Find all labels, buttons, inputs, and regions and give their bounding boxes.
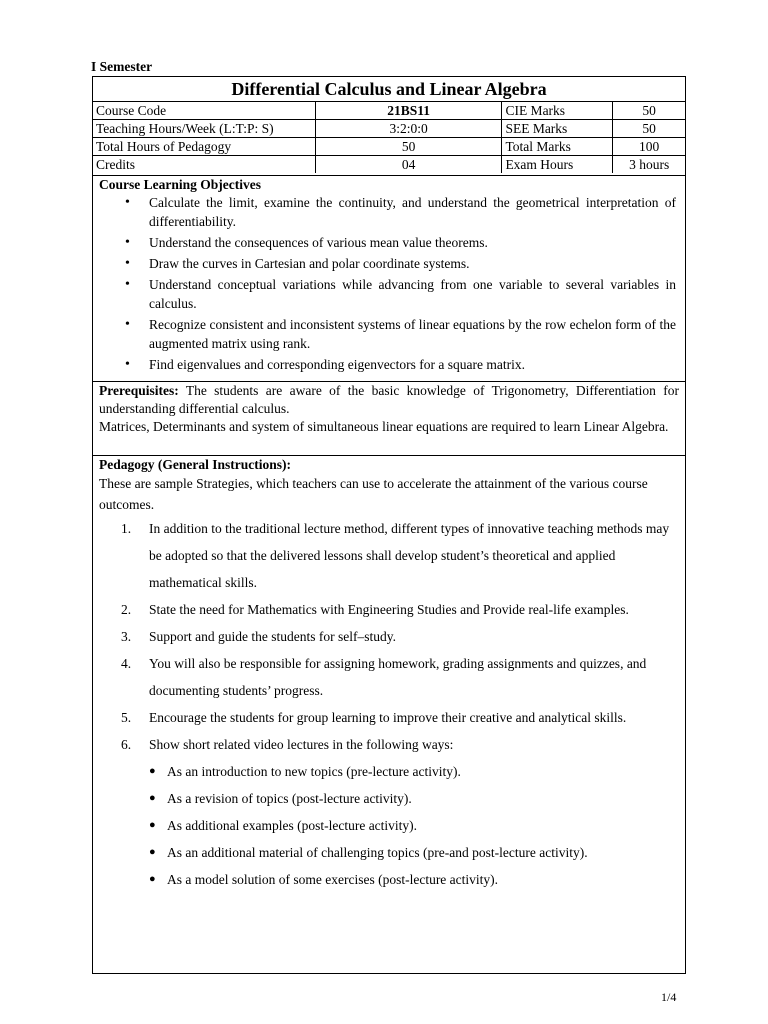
list-item: ● As a revision of topics (post-lecture activity). — [99, 785, 679, 812]
syllabus-box — [92, 76, 686, 974]
list-item: • Find eigenvalues and corresponding eigenvectors for a square matrix. — [99, 355, 679, 374]
list-item — [99, 623, 679, 650]
step-text: Show short related video lectures in the following ways: — [149, 737, 454, 752]
course-info-table — [93, 101, 685, 173]
page-number: 1/4 — [661, 990, 677, 1004]
list-item: • Understand the consequences of various mean value theorems. — [99, 233, 679, 252]
info-label: SEE Marks — [502, 120, 613, 138]
table-row — [93, 138, 685, 156]
step-number: 6. — [121, 737, 132, 752]
info-label: Total Marks — [502, 138, 613, 156]
list-item: ● As additional examples (post-lecture activity). — [99, 812, 679, 839]
step-number: 1. — [121, 521, 132, 536]
info-value: 50 — [613, 102, 685, 120]
list-item — [99, 731, 679, 758]
step-text: In addition to the traditional lecture method, different types of innovative teaching methods may be adopted so that the delivered lessons shall develop student’s theoretical and applied mathematical skills. — [149, 521, 670, 590]
info-label: CIE Marks — [502, 102, 613, 120]
step-number: 2. — [121, 602, 132, 617]
info-value: 100 — [613, 138, 685, 156]
info-label: Credits — [93, 156, 315, 174]
prerequisites-section — [93, 381, 685, 455]
pedagogy-intro: These are sample Strategies, which teachers can use to accelerate the attainment of the various course outcomes. — [99, 476, 648, 512]
prerequisites-paragraph-2: Matrices, Determinants and system of simultaneous linear equations are required to learn Linear Algebra. — [99, 419, 669, 434]
objectives-list — [99, 193, 679, 374]
step-number: 5. — [121, 710, 132, 725]
list-item — [99, 650, 679, 704]
semester-label: I Semester — [91, 59, 153, 74]
video-ways-list — [99, 758, 679, 893]
info-label: Course Code — [93, 102, 315, 120]
course-title: Differential Calculus and Linear Algebra — [231, 79, 547, 99]
step-text: Support and guide the students for self–study. — [149, 629, 396, 644]
list-item: ● As an introduction to new topics (pre-lecture activity). — [99, 758, 679, 785]
list-item — [99, 515, 679, 596]
pedagogy-steps — [99, 515, 679, 758]
info-value: 50 — [613, 120, 685, 138]
step-text: You will also be responsible for assigning homework, grading assignments and quizzes, and documenting students’ progress. — [149, 656, 647, 698]
step-text: State the need for Mathematics with Engineering Studies and Provide real-life examples. — [149, 602, 629, 617]
list-item: • Understand conceptual variations while advancing from one variable to several variables in calculus. — [99, 275, 679, 313]
list-item: • Calculate the limit, examine the continuity, and understand the geometrical interpretation of differentiability. — [99, 193, 679, 231]
step-text: Encourage the students for group learning to improve their creative and analytical skills. — [149, 710, 627, 725]
list-item: ● As an additional material of challenging topics (pre-and post-lecture activity). — [99, 839, 679, 866]
prerequisites-paragraph — [99, 382, 679, 418]
info-value: 50 — [315, 138, 502, 156]
info-label: Teaching Hours/Week (L:T:P: S) — [93, 120, 315, 138]
table-row — [93, 156, 685, 174]
info-label: Exam Hours — [502, 156, 613, 174]
step-number: 4. — [121, 656, 132, 671]
info-value: 04 — [315, 156, 502, 174]
pedagogy-heading: Pedagogy (General Instructions): — [99, 457, 291, 472]
list-item: • Recognize consistent and inconsistent systems of linear equations by the row echelon form of the augmented matrix using rank. — [99, 315, 679, 353]
prerequisites-label: Prerequisites: — [99, 383, 179, 398]
table-row — [93, 102, 685, 120]
list-item: • Draw the curves in Cartesian and polar coordinate systems. — [99, 254, 679, 273]
info-label: Total Hours of Pedagogy — [93, 138, 315, 156]
course-code-value: 21BS11 — [315, 102, 502, 120]
objectives-section — [93, 175, 685, 379]
list-item: ● As a model solution of some exercises (post-lecture activity). — [99, 866, 679, 893]
info-value: 3:2:0:0 — [315, 120, 502, 138]
table-row — [93, 120, 685, 138]
step-number: 3. — [121, 629, 132, 644]
list-item — [99, 596, 679, 623]
prerequisites-text: The students are aware of the basic knowledge of Trigonometry, Differentiation for understanding differential calculus. — [99, 383, 679, 416]
objectives-heading: Course Learning Objectives — [99, 177, 261, 192]
pedagogy-section — [93, 455, 685, 973]
list-item — [99, 704, 679, 731]
info-value: 3 hours — [613, 156, 685, 174]
